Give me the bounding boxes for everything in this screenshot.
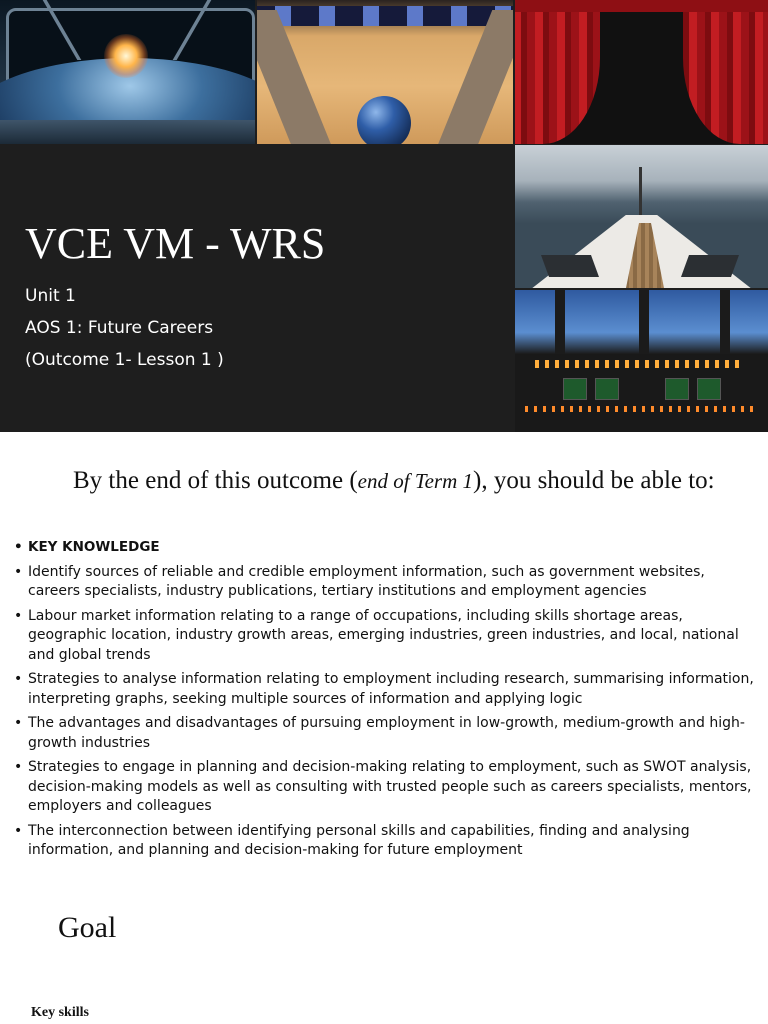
list-item-heading: • KEY KNOWLEDGE (14, 539, 160, 555)
list-item: • Identify sources of reliable and credible employment information, such as government websites, careers specialists, industry publications, tertiary institutions and employment agencies (14, 563, 705, 599)
list-item: • The advantages and disadvantages of pursuing employment in low-growth, medium-growth and high-growth industries (14, 715, 745, 751)
list-item: • Strategies to engage in planning and decision-making relating to employment, such as SWOT analysis, decision-making models as well as consulting with trusted people such as careers specialists, mentors, employers and colleagues (14, 759, 752, 814)
key-knowledge-list (14, 538, 759, 866)
cockpit-image (515, 290, 768, 432)
key-skills-heading: Key skills (31, 1005, 89, 1020)
boat-bow-image (515, 145, 768, 288)
aos-label: AOS 1: Future Careers (25, 318, 214, 338)
unit-label: Unit 1 (25, 286, 76, 306)
intro-text: By the end of this outcome (end of Term 1), you should be able to: (73, 467, 715, 494)
goal-heading: Goal (58, 911, 117, 944)
space-station-image (0, 0, 255, 144)
intro-italic: end of Term 1 (357, 469, 473, 493)
list-item: • Labour market information relating to a range of occupations, including skills shortage areas, geographic location, industry growth areas, emerging industries, green industries, and local, national and global trends (14, 607, 739, 663)
theatre-curtain-image (515, 0, 768, 144)
bowling-lane-image (257, 0, 513, 144)
outcome-label: (Outcome 1- Lesson 1 ) (25, 350, 224, 370)
outcome-slide (0, 433, 768, 1024)
list-item: • Strategies to analyse information relating to employment including research, summarising information, interpreting graphs, seeking multiple sources of information and applying logic (14, 671, 754, 707)
slide-title: VCE VM - WRS (25, 219, 326, 268)
list-item: • The interconnection between identifying personal skills and capabilities, finding and analysing information, and planning and decision-making for future employment (14, 822, 690, 858)
title-slide (0, 0, 768, 432)
